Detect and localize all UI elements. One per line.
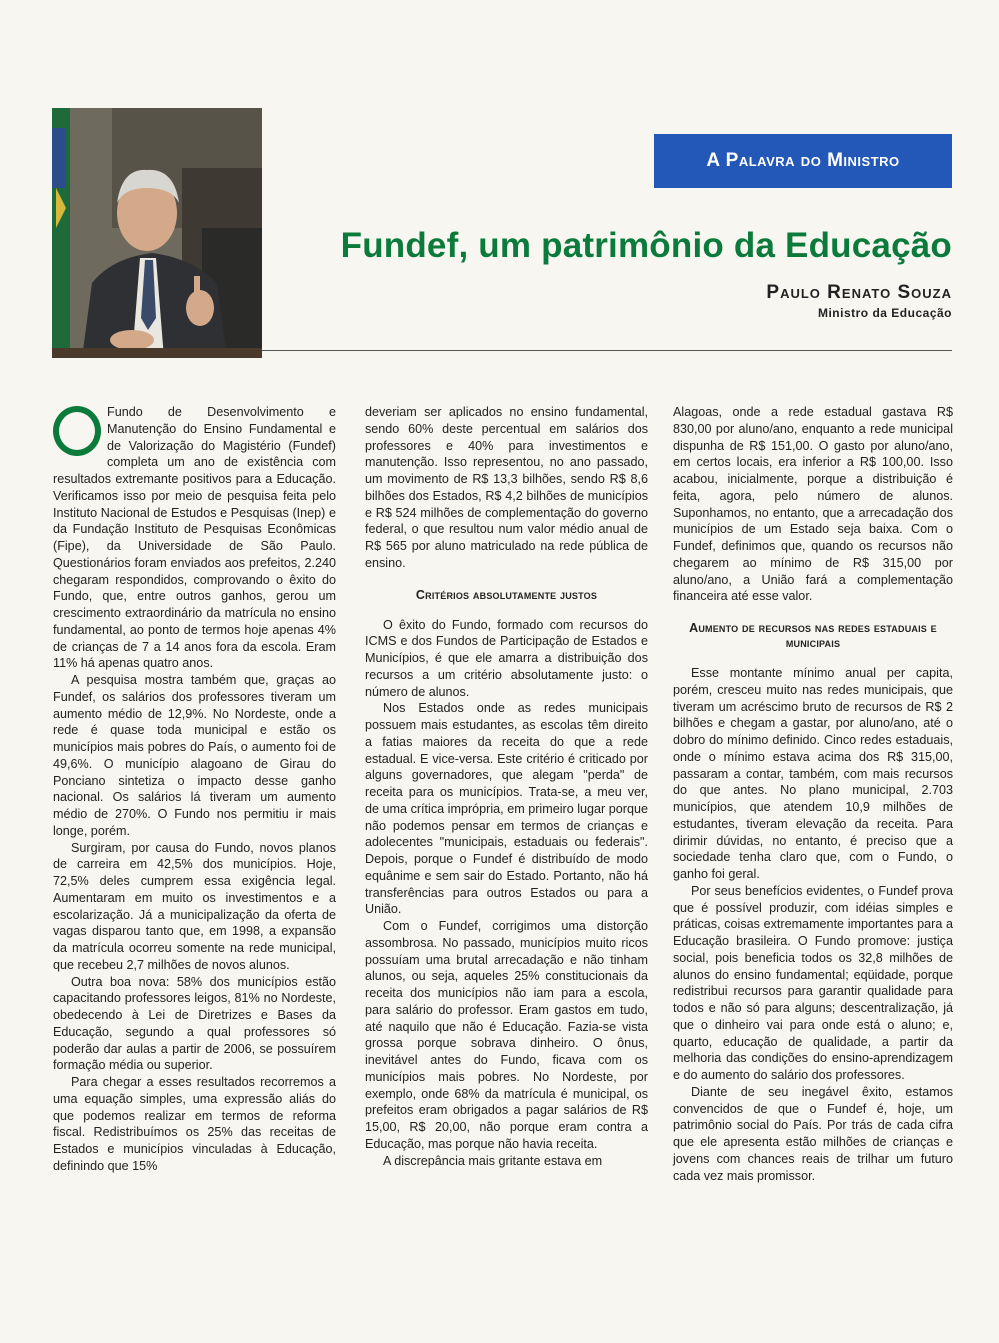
paragraph: A pesquisa mostra também que, graças ao Fundef, os salários dos professores tiveram um aumento médio de 12,9%. No Nordeste, onde a rede é quase toda municipal e estão os municípios mais pobres do País, o aumento foi de 49,6%. O município alagoano de Girau do Ponciano sintetiza o impacto desse ganho nacional. Os salários lá tiveram um aumento médio de 270%. O Fundo nos permitiu ir mais longe, porém. xyxy=(53,673,336,838)
article-column-3 xyxy=(673,404,953,1184)
article-headline: Fundef, um patrimônio da Educação xyxy=(340,226,952,265)
paragraph: Com o Fundef, corrigimos uma distorção assombrosa. No passado, municípios muito ricos possuíam uma brutal arrecadação e não tinham alunos, ou seja, aqueles 25% constitucionais da receita dos municípios não iam para a escola, para salário do professor. Eram gastos em tudo, até naquilo que não é Educação. Fazia-se vista grossa porque sobrava dinheiro. O ônus, inevitável antes do Fundo, ficava com os municípios mais pobres. No Nordeste, por exemplo, onde 68% da matrícula é municipal, os prefeitos eram obrigados a pagar salários de R$ 15,00, R$ 20,00, não porque eram contra a Educação, mas porque não havia receita. xyxy=(365,919,648,1151)
paragraph: Surgiram, por causa do Fundo, novos planos de carreira em 42,5% dos municípios. Hoje, 72,5% deles cumprem essa exigência legal. Aumentaram em muito os investimentos e a escolarização. Já a municipalização da oferta de vagas disparou tanto que, em 1998, a expansão da matrícula ocorreu somente na rede municipal, que recebeu 2,7 milhões de novos alunos. xyxy=(53,840,336,972)
paragraph-text: Fundo de Desenvolvimento e Manutenção do Ensino Fundamental e de Valorização do Magistério (Fundef) completa um ano de existência com resultados extremante positivos para a Educação. Verificamos isso por meio de pesquisa feita pelo Instituto Nacional de Estudos e Pesquisas (Inep) e da Fundação Instituto de Pesquisas Econômicas (Fipe), da Universidade de São Paulo. Questionários foram enviados aos prefeitos, 2.240 chegaram respondidos, comprovando o êxito do Fundo, que, entre outros ganhos, gerou um crescimento extraordinário da matrícula no ensino fundamental, ao ponto de termos hoje apenas 4% de crianças de 7 a 14 anos fora da escola. Eram 11% há apenas quatro anos. xyxy=(53,405,336,671)
article-column-1 xyxy=(53,404,336,1175)
author-role: Ministro da Educação xyxy=(817,306,952,320)
paragraph xyxy=(53,404,336,672)
paragraph: Esse montante mínimo anual per capita, porém, cresceu muito nas redes municipais, que tiveram um acréscimo bruto de recursos de R$ 2 bilhões e chegam a gastar, por aluno/ano, até o dobro do mínimo definido. Cinco redes estaduais, onde o mínimo estava acima dos R$ 315,00, passaram a contar, também, com mais recursos do que antes. No plano municipal, 2.703 municípios, que atendem 10,9 milhões de estudantes, tiveram elevação da receita. Para dirimir dúvidas, no entanto, é preciso que a sociedade tenha claro que, com o Fundo, o ganho foi geral. xyxy=(673,666,953,881)
author-name: Paulo Renato Souza xyxy=(766,282,952,303)
paragraph: O êxito do Fundo, formado com recursos do ICMS e dos Fundos de Participação de Estados e Municípios, é que ele amarra a distribuição dos recursos a um critério absolutamente justo: o número de alunos. xyxy=(365,617,648,699)
paragraph: Nos Estados onde as redes municipais possuem mais estudantes, as escolas têm direito a fatias maiores da receita do que a rede estadual. E vice-versa. Este critério é criticado por alguns governadores, que alegam "perda" de receita para os municípios. Trata-se, a meu ver, de uma crítica imprópria, em primeiro lugar porque não podemos pensar em termos de crianças e adolecentes "municipais, estaduais ou federais". Depois, porque o Fundef é distribuído de modo equânime e sem sair do Estado. Portanto, não há transferências para outros Estados ou para a União. xyxy=(365,701,648,917)
paragraph: Alagoas, onde a rede estadual gastava R$ 830,00 por aluno/ano, enquanto a rede municipal dispunha de R$ 151,00. O gasto por aluno/ano, em certos locais, era inferior a R$ 100,00. Isso acabou, inicialmente, porque a distribuição é feita, agora, pelo número de alunos. Suponhamos, no entanto, que a arrecadação dos municípios de um Estado seja baixa. Com o Fundef, definimos que, quando os recursos não chegarem ao mínimo de R$ 315,00 por aluno/ano, a União fará a complementação financeira até esse valor. xyxy=(673,405,953,604)
paragraph: Diante de seu inegável êxito, estamos convencidos de que o Fundef é, hoje, um patrimônio social do País. Por trás de cada cifra que ele apresenta estão milhões de crianças e jovens com chances reais de trilhar um futuro cada vez mais promissor. xyxy=(673,1084,953,1183)
paragraph: A discrepância mais gritante estava em xyxy=(383,1153,603,1168)
section-subheading: Critérios absolutamente justos xyxy=(415,587,598,602)
section-banner: A Palavra do Ministro xyxy=(654,134,952,188)
paragraph: Para chegar a esses resultados recorremos a uma equação simples, uma expressão aliás do que podemos realizar em termos de reforma fiscal. Redistribuímos os 25% das receitas de Estados e municípios vinculadas à Educação, definindo que 15% xyxy=(53,1075,336,1173)
paragraph: Por seus benefícios evidentes, o Fundef prova que é possível produzir, com idéias simples e práticas, coisas extremamente importantes para a Educação brasileira. O Fundo promove: justiça social, pois beneficia todos os 32,8 milhões de alunos do ensino fundamental; eqüidade, porque redistribui recursos para garantir qualidade para todos e não só para alguns; descentralização, já que o dinheiro vai para onde está o aluno; e, quarto, educação de qualidade, a partir da melhoria das condições do ensino-aprendizagem e do aumento do salário dos professores. xyxy=(673,883,953,1082)
paragraph: deveriam ser aplicados no ensino fundamental, sendo 60% deste percentual em salários dos professores e 40% para investimentos e manutenção. Isso representou, no ano passado, um movimento de R$ 13,3 bilhões, sendo R$ 8,6 bilhões dos Estados, R$ 4,2 bilhões de municípios e R$ 524 milhões de complementação do governo federal, o que resultou num valor médio anual de R$ 565 por aluno matriculado na rede pública de ensino. xyxy=(365,405,648,570)
dropcap-o-ring xyxy=(53,406,101,456)
paragraph: Outra boa nova: 58% dos municípios estão capacitando professores leigos, 81% no Nordeste, obedecendo à Lei de Diretrizes e Bases da Educação, segundo a qual professores só poderão dar aulas a partir de 2006, se possuírem formação média ou superior. xyxy=(53,974,336,1073)
article-column-2 xyxy=(365,404,648,1169)
minister-portrait-illustration xyxy=(52,108,262,358)
header-divider xyxy=(262,350,952,351)
minister-photo xyxy=(52,108,262,358)
section-subheading: Aumento de recursos nas redes estaduais e municipais xyxy=(689,621,937,650)
